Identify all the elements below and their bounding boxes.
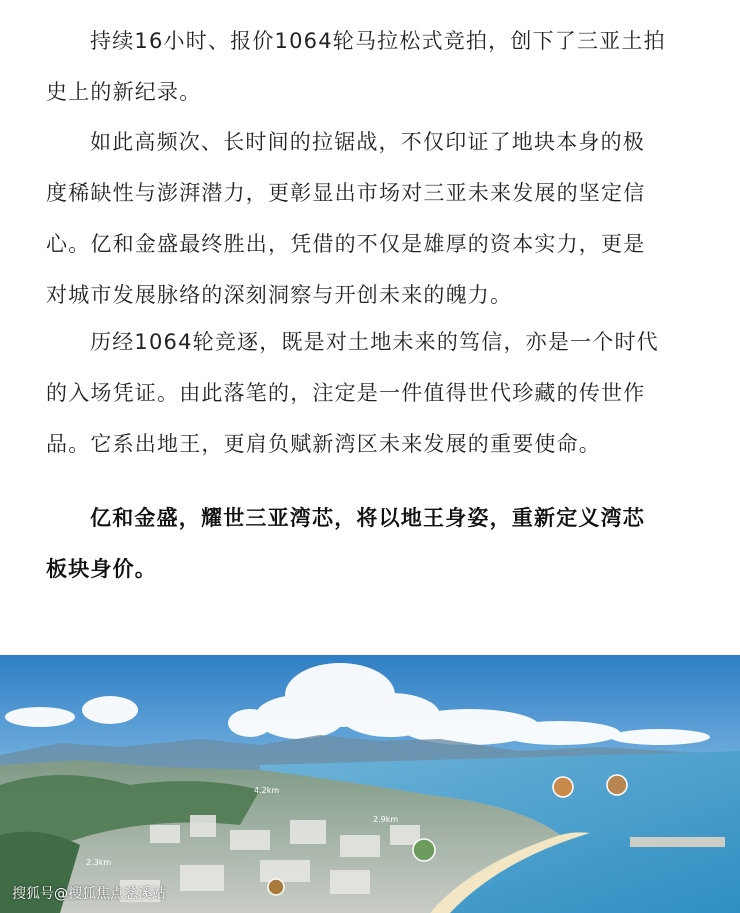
text-line: 如此高频次、长时间的拉锯战，不仅印证了地块本身的极 — [90, 130, 645, 154]
text-line: 亿和金盛，耀世三亚湾芯，将以地王身姿，重新定义湾芯 — [90, 506, 645, 530]
aerial-illustration — [0, 655, 740, 913]
text-line: 度稀缺性与澎湃潜力，更彰显出市场对三亚未来发展的坚定信 — [46, 181, 646, 205]
aerial-bay-photo — [0, 655, 740, 913]
text-line: 品。它系出地王，更肩负赋新湾区未来发展的重要使命。 — [46, 432, 601, 456]
source-watermark: 搜狐号@搜狐焦点慈溪站 — [12, 886, 166, 902]
distance-label: 2.3km — [86, 858, 112, 867]
text-line: 历经1064轮竞逐，既是对土地未来的笃信，亦是一个时代 — [90, 330, 659, 354]
paragraph-auction-record — [46, 16, 698, 118]
text-line: 史上的新纪录。 — [46, 80, 202, 104]
paragraph-headline-bold — [46, 493, 698, 595]
distance-label: 4.2km — [254, 786, 280, 795]
pier — [630, 837, 725, 847]
text-line: 对城市发展脉络的深刻洞察与开创未来的魄力。 — [46, 283, 513, 307]
distance-label: 2.9km — [373, 815, 399, 824]
text-line: 持续16小时、报价1064轮马拉松式竞拍，创下了三亚土拍 — [90, 29, 666, 53]
text-line: 板块身价。 — [46, 557, 157, 581]
paragraph-land-king — [46, 317, 698, 470]
paragraph-market-confidence — [46, 117, 698, 321]
text-line: 的入场凭证。由此落笔的，注定是一件值得世代珍藏的传世作 — [46, 381, 646, 405]
text-line: 心。亿和金盛最终胜出，凭借的不仅是雄厚的资本实力，更是 — [46, 232, 646, 256]
